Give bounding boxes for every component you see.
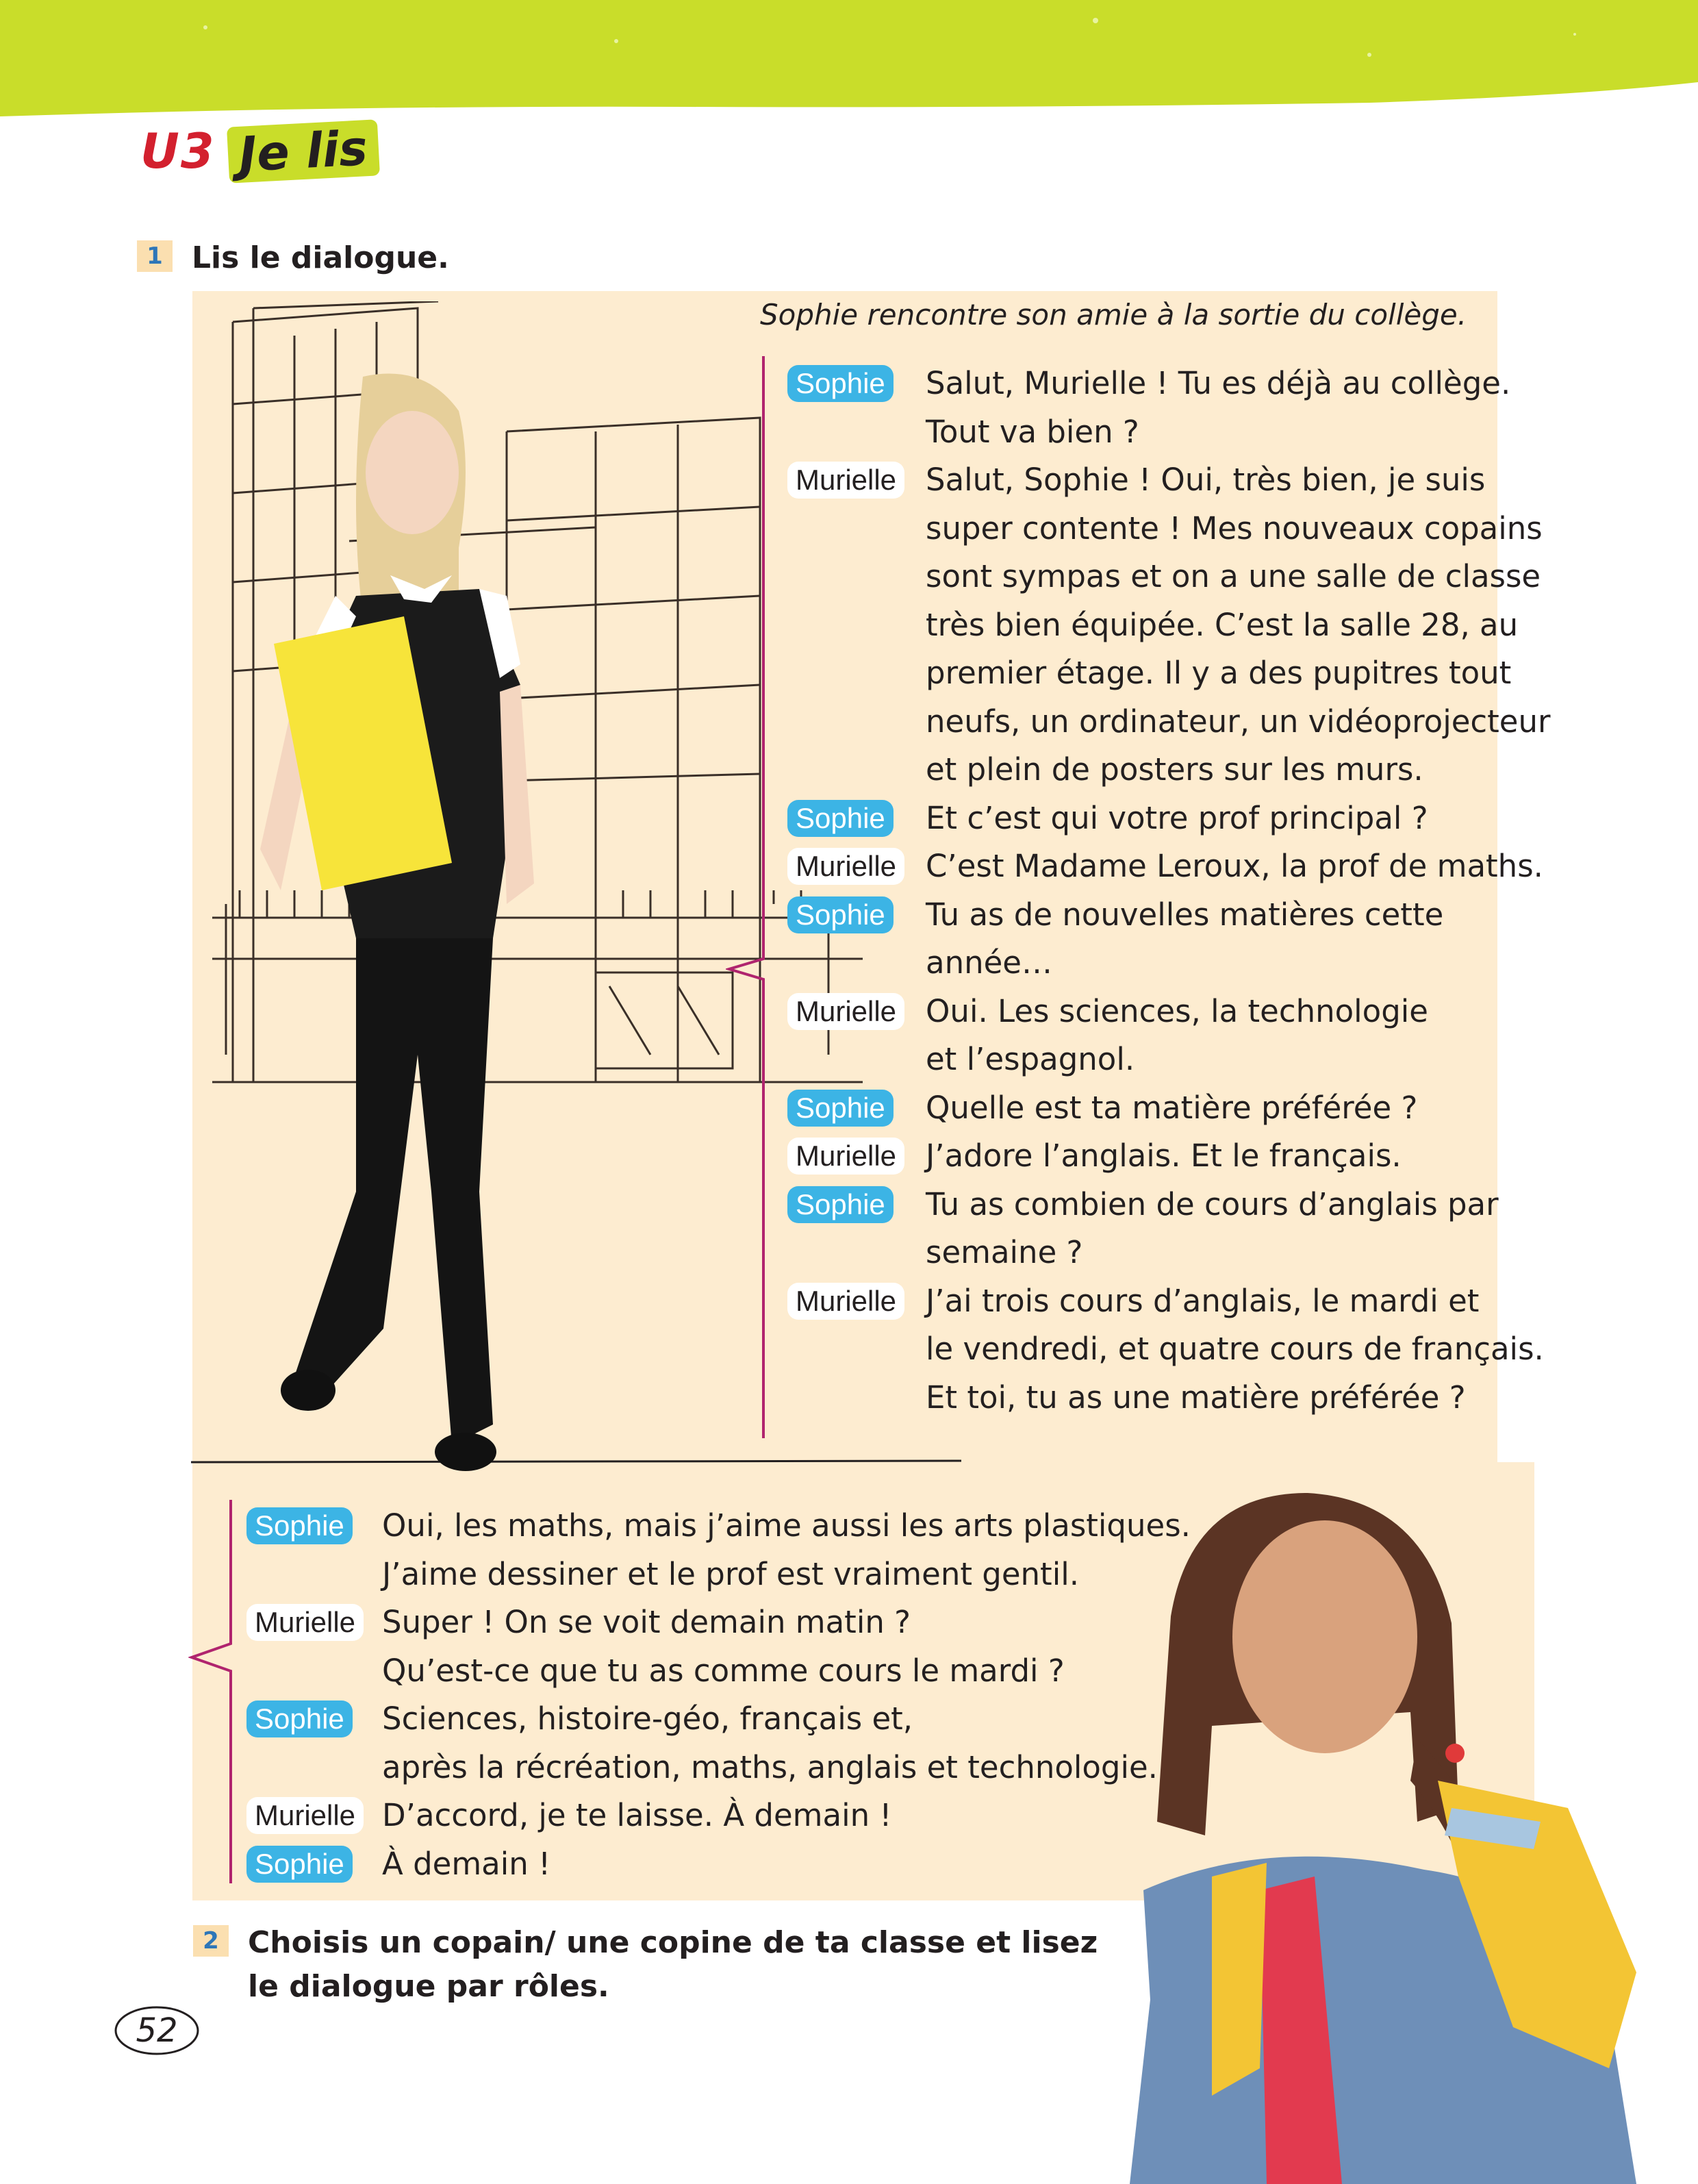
speaker-cell [246, 1502, 382, 1544]
page-number-text: 52 [136, 2011, 178, 2050]
utterance-line: année… [926, 944, 1052, 981]
dialogue-turn [246, 1502, 1191, 1598]
speaker-tag: Sophie [787, 1186, 894, 1223]
dialogue-intro: Sophie rencontre son amie à la sortie du collège. [760, 298, 1467, 331]
utterance [382, 1840, 550, 1889]
speaker-tag: Sophie [787, 800, 894, 837]
utterance-line: J’adore l’anglais. Et le français. [926, 1138, 1402, 1174]
speaker-tag: Sophie [787, 1090, 894, 1127]
utterance-line: neufs, un ordinateur, un vidéoprojecteur [926, 703, 1551, 740]
utterance [926, 456, 1550, 794]
speaker-cell [246, 1695, 382, 1737]
dialogue-turn [787, 1132, 1550, 1181]
utterance [926, 1181, 1499, 1277]
task-1-number: 1 [137, 240, 173, 272]
speaker-cell [787, 794, 926, 837]
utterance [926, 1084, 1417, 1133]
dialogue-bottom [246, 1502, 1191, 1888]
utterance [926, 1277, 1544, 1422]
utterance-line: sont sympas et on a une salle de classe [926, 558, 1541, 594]
speaker-tag: Murielle [787, 462, 904, 499]
task-2-line: Choisis un copain/ une copine de ta classe et lisez [248, 1925, 1098, 1960]
task-2-line: le dialogue par rôles. [248, 1969, 609, 2004]
task-2-number: 2 [193, 1925, 229, 1957]
speaker-tag: Sophie [246, 1507, 353, 1544]
dialogue-turn [246, 1792, 1191, 1840]
dialogue-turn [246, 1840, 1191, 1889]
utterance-line: très bien équipée. C’est la salle 28, au [926, 606, 1519, 643]
speaker-tag: Murielle [787, 1283, 904, 1320]
speaker-cell [787, 360, 926, 402]
speaker-tag: Murielle [246, 1604, 364, 1641]
dialogue-turn [787, 1181, 1550, 1277]
dialogue-turn [787, 988, 1550, 1084]
dialogue-turn [787, 842, 1550, 891]
speaker-cell [246, 1792, 382, 1834]
speaker-cell [787, 988, 926, 1030]
utterance-line: Tu as de nouvelles matières cette [926, 896, 1444, 933]
utterance-line: Quelle est ta matière préférée ? [926, 1089, 1418, 1126]
utterance-line: D’accord, je te laisse. À demain ! [382, 1797, 892, 1833]
utterance-line: et l’espagnol. [926, 1041, 1135, 1077]
utterance-line: Et toi, tu as une matière préférée ? [926, 1379, 1466, 1416]
speaker-cell [787, 1277, 926, 1320]
task-2 [193, 1921, 1098, 2009]
speaker-cell [246, 1840, 382, 1883]
utterance-line: Oui. Les sciences, la technologie [926, 992, 1428, 1029]
dialogue-turn [787, 1084, 1550, 1133]
utterance-line: Tout va bien ? [926, 413, 1139, 450]
utterance-line: Et c’est qui votre prof principal ? [926, 799, 1428, 836]
speaker-tag: Sophie [787, 365, 894, 402]
top-banner [0, 0, 1698, 116]
utterance-line: J’ai trois cours d’anglais, le mardi et [926, 1282, 1480, 1319]
utterance [926, 794, 1428, 843]
speaker-tag: Murielle [246, 1797, 364, 1834]
speaker-cell [787, 1132, 926, 1175]
speaker-cell [787, 1181, 926, 1223]
utterance-line: J’aime dessiner et le prof est vraiment gentil. [382, 1555, 1080, 1592]
utterance-line: Qu’est-ce que tu as comme cours le mardi ? [382, 1652, 1065, 1689]
utterance-line: À demain ! [382, 1845, 551, 1882]
dialogue-brace-top [726, 356, 767, 1438]
speaker-tag: Murielle [787, 848, 904, 885]
utterance [926, 891, 1443, 988]
photo-girl-with-backpack [1130, 1452, 1657, 2184]
dialogue-turn [787, 456, 1550, 794]
utterance-line: le vendredi, et quatre cours de français. [926, 1331, 1544, 1367]
dialogue-turn [787, 891, 1550, 988]
dialogue-brace-bottom [188, 1500, 236, 1883]
utterance [926, 360, 1510, 456]
dialogue-turn [246, 1695, 1191, 1792]
task-1 [137, 236, 449, 280]
unit-header [140, 120, 378, 183]
dialogue-turn [246, 1598, 1191, 1695]
unit-title: Je lis [227, 119, 380, 183]
speaker-cell [787, 456, 926, 499]
utterance [926, 988, 1428, 1084]
utterance-line: Tu as combien de cours d’anglais par [926, 1185, 1499, 1222]
utterance-line: après la récréation, maths, anglais et technologie. [382, 1748, 1158, 1785]
speaker-tag: Sophie [787, 896, 894, 933]
speaker-tag: Sophie [246, 1700, 353, 1737]
speaker-cell [787, 891, 926, 933]
task-1-instruction: Lis le dialogue. [192, 240, 449, 275]
speaker-tag: Sophie [246, 1846, 353, 1883]
utterance [382, 1792, 891, 1840]
speaker-cell [787, 842, 926, 885]
utterance-line: Oui, les maths, mais j’aime aussi les arts plastiques. [382, 1507, 1191, 1544]
speaker-cell [246, 1598, 382, 1641]
photo-girl-with-folder [233, 370, 589, 1493]
utterance-line: Super ! On se voit demain matin ? [382, 1604, 911, 1640]
dialogue-turn [787, 360, 1550, 456]
task-2-instruction [248, 1921, 1098, 2009]
speaker-cell [787, 1084, 926, 1127]
speaker-tag: Murielle [787, 993, 904, 1030]
unit-code: U3 [140, 123, 216, 179]
utterance [382, 1695, 1158, 1792]
utterance-line: semaine ? [926, 1234, 1083, 1270]
dialogue-turn [787, 794, 1550, 843]
utterance [382, 1502, 1191, 1598]
utterance-line: super contente ! Mes nouveaux copains [926, 510, 1543, 547]
utterance-line: premier étage. Il y a des pupitres tout [926, 655, 1512, 691]
utterance-line: et plein de posters sur les murs. [926, 751, 1423, 788]
utterance [926, 842, 1543, 891]
utterance [382, 1598, 1065, 1695]
utterance-line: Salut, Sophie ! Oui, très bien, je suis [926, 462, 1486, 498]
speaker-tag: Murielle [787, 1138, 904, 1175]
dialogue-top [787, 360, 1550, 1422]
utterance-line: Salut, Murielle ! Tu es déjà au collège. [926, 365, 1511, 401]
dialogue-turn [787, 1277, 1550, 1422]
utterance-line: Sciences, histoire-géo, français et, [382, 1700, 913, 1737]
utterance-line: C’est Madame Leroux, la prof de maths. [926, 848, 1543, 884]
page-number [113, 2003, 201, 2058]
utterance [926, 1132, 1402, 1181]
